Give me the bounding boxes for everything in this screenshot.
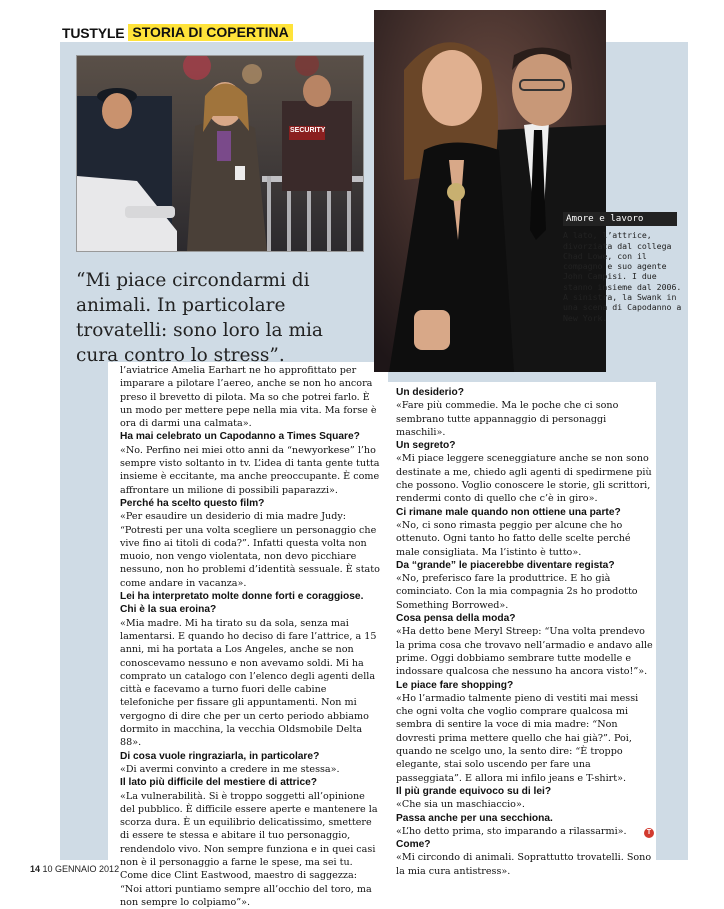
interview-answer: «Fare più commedie. Ma le poche che ci sono sembrano tutte appannaggio di personaggi maschili». — [396, 399, 654, 439]
interview-question: Un segreto? — [396, 439, 654, 452]
brand-name: TUSTYLE — [62, 25, 124, 41]
page-footer — [30, 864, 119, 874]
pull-quote: “Mi piace circondarmi di animali. In particolare trovatelli: sono loro la mia cura contro lo stress”. — [76, 268, 366, 368]
interview-question: Da “grande” le piacerebbe diventare regista? — [396, 559, 654, 572]
photo-new-year-scene — [76, 55, 364, 252]
end-mark-icon: T — [644, 828, 654, 838]
interview-question: Lei ha interpretato molte donne forti e coraggiose. Chi è la sua eroina? — [120, 590, 382, 617]
page-number: 14 — [30, 864, 40, 874]
interview-answer: «Ha detto bene Meryl Streep: “Una volta prendevo la prima cosa che trovavo nell’armadio e andavo alle prime. Oggi dobbiamo sembrare tutte modelle e indossare qualcosa che nessuno ha ancora visto!”». — [396, 625, 654, 678]
interview-answer: «Mi circondo di animali. Soprattutto trovatelli. Sono la mia cura antistress». — [396, 851, 654, 878]
interview-question: Ci rimane male quando non ottiene una parte? — [396, 506, 654, 519]
interview-question: Il più grande equivoco su di lei? — [396, 785, 654, 798]
interview-question: Ha mai celebrato un Capodanno a Times Square? — [120, 430, 382, 443]
caption-text: A lato, l’attrice, divorziata dal collega Chad Lowe, con il compagno e suo agente John Campisi. I due stanno insieme dal 2006. A sinistra, la Swank in una scena di Capodanno a New York. — [563, 230, 681, 322]
interview-answer: «Mi piace leggere sceneggiature anche se non sono destinate a me, chiedo agli agenti di spedirmene più che possono. Voglio conoscere le storie, gli scrittori, rendermi conto di quello che c’è in giro». — [396, 452, 654, 505]
interview-answer: «Mia madre. Mi ha tirato su da sola, senza mai lamentarsi. E quando ho deciso di fare l’attrice, a 15 anni, mi ha portata a Los Angeles, anche se non conoscevamo nessuno e non avevamo soldi. Mi ha comprato un catalogo con l’elenco degli agenti della città e facevamo a turno fuori delle cabine telefoniche per fissare gli appuntamenti. Non mi vergogno di dire che per un certo periodo abbiamo dormito in macchina, la vecchia Oldsmobile Delta 88». — [120, 617, 382, 750]
interview-question: Le piace fare shopping? — [396, 679, 654, 692]
interview-answer: «Di avermi convinto a credere in me stessa». — [120, 763, 382, 776]
interview-answer: «No, preferisco fare la produttrice. E ho già cominciato. Con la mia compagnia 2s ho prodotto Something Borrowed». — [396, 572, 654, 612]
interview-answer: l’aviatrice Amelia Earhart ne ho approfittato per imparare a pilotare l’aereo, anche se non ho ancora preso il brevetto di pilota. Ma so che potrei farlo. È un modo per mettere pepe nella mia vita. Ma forse è ora di darmi una calmata». — [120, 364, 382, 430]
interview-answer: «No. Perfino nei miei otto anni da “newyorkese” l’ho sempre visto soltanto in tv. L’idea di tanta gente tutta insieme è eccitante, ma anche preoccupante. È come affrontare un milione di possibili paparazzi». — [120, 444, 382, 497]
security-badge-text: SECURITY — [290, 127, 325, 134]
interview-answer: «Per esaudire un desiderio di mia madre Judy: “Potresti per una volta scegliere un personaggio che vive fino ai titoli di coda?”. Infatti questa volta non muoio, non vengo violentata, non devo picchiare nessuno, non ho problemi d’identità sessuale. È stato come andare in vacanza». — [120, 510, 382, 590]
left-text-column — [120, 364, 382, 909]
interview-question: Il lato più difficile del mestiere di attrice? — [120, 776, 382, 789]
interview-answer: «L’ho detto prima, sto imparando a rilassarmi». — [396, 825, 654, 838]
interview-answer: «Che sia un maschiaccio». — [396, 798, 654, 811]
photo-street-scene-illustration — [77, 56, 363, 251]
interview-question: Passa anche per una secchiona. — [396, 812, 654, 825]
interview-question: Un desiderio? — [396, 386, 654, 399]
caption-title: Amore e lavoro — [563, 212, 677, 226]
issue-date: 10 GENNAIO 2012 — [43, 864, 120, 874]
interview-question: Perché ha scelto questo film? — [120, 497, 382, 510]
interview-answer: «No, ci sono rimasta peggio per alcune che ho ottenuto. Ogni tanto ho fatto delle scelte perché male consigliata. Ma l’istinto è tutto». — [396, 519, 654, 559]
right-text-column — [396, 386, 654, 878]
interview-answer: «Ho l’armadio talmente pieno di vestiti mai messi che ogni volta che voglio comprare qualcosa mi sembra di sentire la voce di mia madre: “Non dovresti prima mettere quello che hai già?”. Poi, quando ne scelgo uno, la sento dire: “È troppo elegante, stai solo uscendo per fare una passeggiata”. E allora mi infilo jeans e T-shirt». — [396, 692, 654, 785]
interview-question: Cosa pensa della moda? — [396, 612, 654, 625]
magazine-header — [62, 24, 293, 41]
photo-caption — [563, 212, 683, 323]
section-label: STORIA DI COPERTINA — [128, 24, 292, 41]
interview-answer: «La vulnerabilità. Si è troppo soggetti all’opinione del pubblico. È difficile essere aperte e mantenere la scorza dura. È un equilibrio delicatissimo, smettere di essere te stessa e abitare il tuo personaggio, rendendolo vivo. Non sempre funziona e in quei casi non è il personaggio a farne le spese, ma sei tu. Come dice Clint Eastwood, maestro di saggezza: “Noi attori puntiamo sempre all’occhio del toro, ma non sempre lo colpiamo”». — [120, 790, 382, 909]
interview-question: Di cosa vuole ringraziarla, in particolare? — [120, 750, 382, 763]
interview-question: Come? — [396, 838, 654, 851]
